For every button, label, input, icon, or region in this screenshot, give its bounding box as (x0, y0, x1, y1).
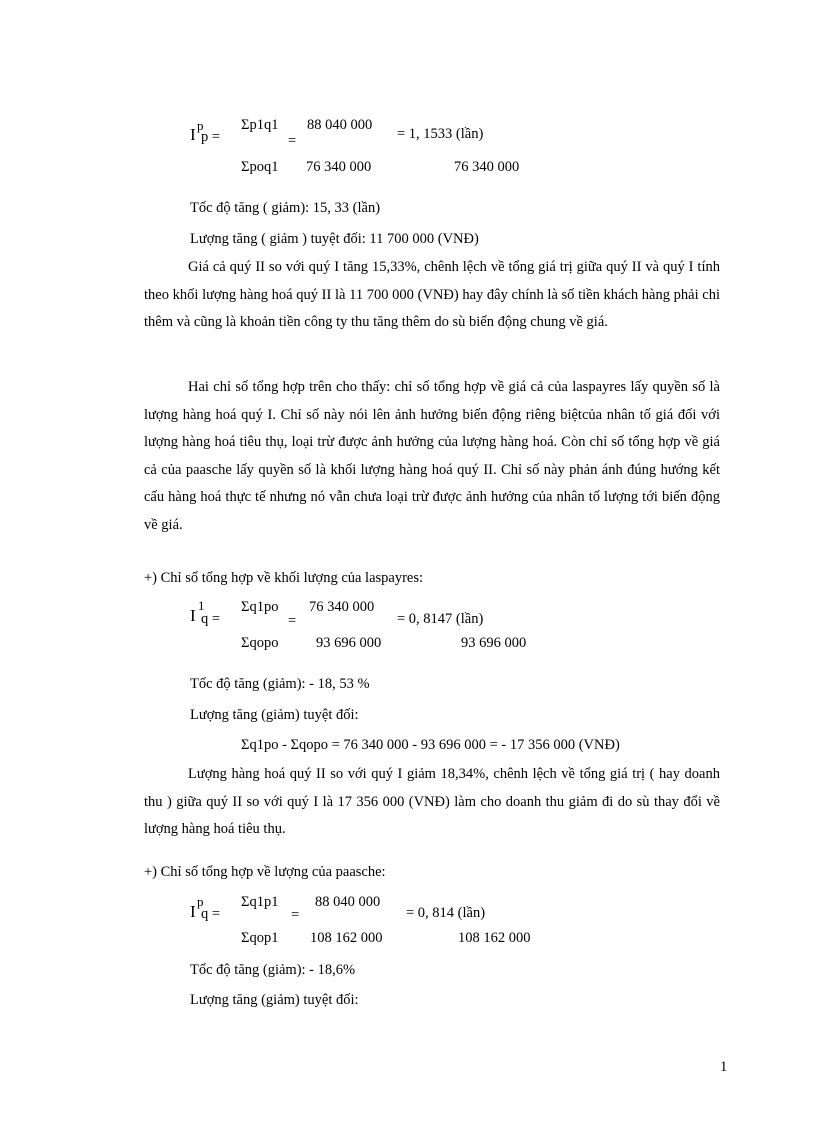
formula3-superscript: p (197, 894, 204, 909)
formula3-numerator: Σq1p1 (241, 894, 279, 910)
formula1-denominator: Σpoq1 (241, 159, 279, 175)
paragraph-quantity-analysis: Lượng hàng hoá quý II so với quý I giảm 18,34%, chênh lệch về tổng giá trị ( hay doanh thu ) giữa quý II so với quý I là 17 356 000 (VNĐ) làm cho doanh thu giảm đi do sù thay đổi về lượng hàng hoá tiêu thụ. (144, 766, 720, 837)
heading-paasche-quantity: +) Chỉ số tổng hợp về lượng của paasche: (144, 864, 386, 880)
heading-laspeyres-quantity: +) Chỉ số tổng hợp về khối lượng của laspayres: (144, 570, 424, 586)
formula3-index-symbol: I (190, 902, 196, 921)
formula1-index-symbol: I (190, 125, 196, 144)
formula3-denominator-value: 108 162 000 (310, 930, 383, 946)
absolute-change-line-2: Lượng tăng (giảm) tuyệt đối: (190, 707, 359, 723)
formula3-numerator-value: 88 040 000 (315, 894, 381, 910)
formula1-denominator-value-repeat: 76 340 000 (454, 159, 520, 175)
absolute-change-calculation-2: Σq1po - Σqopo = 76 340 000 - 93 696 000 = - 17 356 000 (VNĐ) (241, 737, 620, 753)
formula2-equals: = (288, 613, 297, 629)
formula1-denominator-value: 76 340 000 (306, 159, 372, 175)
formula1-numerator-value: 88 040 000 (307, 117, 373, 133)
formula1-numerator: Σp1q1 (241, 117, 279, 133)
formula3-denominator: Σqop1 (241, 930, 279, 946)
formula3-denominator-value-repeat: 108 162 000 (458, 930, 531, 946)
absolute-change-line-3: Lượng tăng (giảm) tuyệt đối: (190, 992, 359, 1008)
formula2-superscript: 1 (198, 598, 205, 613)
paragraph-price-analysis: Giá cả quý II so với quý I tăng 15,33%, chênh lệch về tổng giá trị giữa quý II và quý I tính theo khối lượng hàng hoá quý II là 11 700 000 (VNĐ) hay đây chính là số tiền khách hàng phải chi thêm và cũng là khoản tiền công ty thu tăng thêm do sù biến động chung về giá. (144, 259, 720, 330)
paragraph-index-comparison: Hai chỉ số tổng hợp trên cho thấy: chỉ số tổng hợp về giá cả của laspayres lấy quyền số là lượng hàng hoá quý I. Chỉ số này nói lên ảnh hưởng biến động riêng biệtcủa nhân tố giá đối với lượng hàng hoá tiêu thụ, loại trừ được ảnh hưởng của lượng hàng hoá. Còn chỉ số tổng hợp về giá cả của paasche lấy quyền số là khối lượng hàng hoá quý II. Chỉ số này phản ánh đúng hướng kết cấu hàng hoá thực tế nhưng nó vẫn chưa loại trừ được ảnh hưởng của nhân tố lượng tới biến động về giá. (144, 379, 720, 533)
formula3-subscript: q = (201, 906, 221, 922)
growth-rate-line-3: Tốc độ tăng (giảm): - 18,6% (190, 962, 356, 978)
formula3-result: = 0, 814 (lần) (406, 905, 486, 921)
formula2-denominator: Σqopo (241, 635, 279, 651)
formula1-subscript: p = (201, 129, 221, 145)
formula1-result: = 1, 1533 (lần) (397, 126, 484, 142)
formula2-result: = 0, 8147 (lần) (397, 611, 484, 627)
page-number: 1 (720, 1059, 728, 1075)
formula1-superscript: p (197, 118, 204, 133)
formula2-denominator-value: 93 696 000 (316, 635, 382, 651)
growth-rate-line-1: Tốc độ tăng ( giảm): 15, 33 (lần) (190, 200, 381, 216)
growth-rate-line-2: Tốc độ tăng (giảm): - 18, 53 % (190, 676, 370, 692)
formula2-numerator-value: 76 340 000 (309, 599, 375, 615)
formula2-index-symbol: I (190, 606, 196, 625)
formula1-equals: = (288, 133, 297, 149)
formula2-numerator: Σq1po (241, 599, 279, 615)
formula2-subscript: q = (201, 611, 221, 627)
absolute-change-line-1: Lượng tăng ( giảm ) tuyệt đối: 11 700 000 (VNĐ) (190, 231, 479, 247)
formula2-denominator-value-repeat: 93 696 000 (461, 635, 527, 651)
formula3-equals: = (291, 907, 300, 923)
